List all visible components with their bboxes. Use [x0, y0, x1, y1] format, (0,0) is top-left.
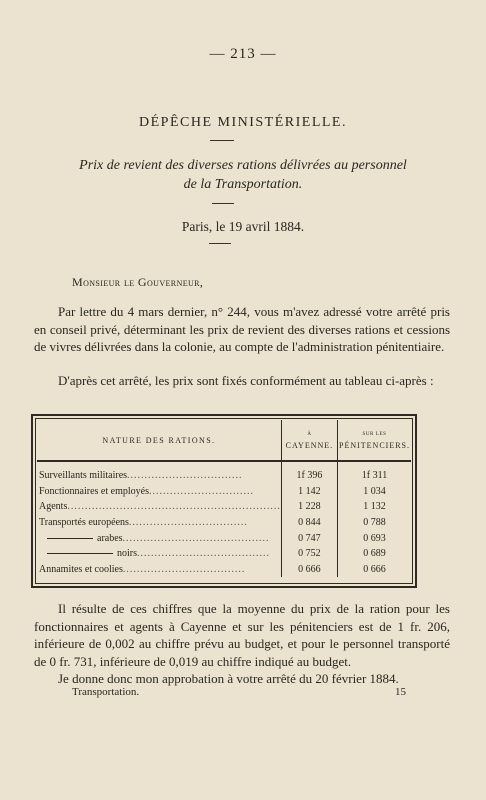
dateline-rule	[209, 243, 231, 244]
table-row	[37, 546, 411, 562]
footer-sheet-number: 15	[395, 686, 406, 698]
paragraph-3-text: Il résulte de ces chiffres que la moyenne du prix de la ration pour les fonctionnaires et agents à Cayenne et sur les pénitenciers est de 1 fr. 206, inférieure de 0,002 au chiffre prévu au budget, et pour le personnel transporté de 0 fr. 731, inférieure de 0,019 au chiffre indiqué au budget.	[34, 601, 450, 669]
rations-table	[37, 420, 411, 577]
paragraph-4-block	[34, 670, 450, 688]
leader-dots: .............................................................	[67, 501, 281, 513]
row-label	[37, 562, 281, 578]
table-row	[37, 499, 411, 515]
row-label-text: Surveillants militaires	[39, 470, 128, 482]
row-label	[37, 530, 281, 546]
ditto-dash	[47, 538, 93, 539]
ditto-dash	[47, 553, 113, 554]
row-label	[37, 499, 281, 515]
row-label-text: Agents	[39, 501, 68, 513]
heading-rule	[210, 140, 234, 141]
row-label-text: Annamites et coolies	[39, 563, 123, 575]
header-nature: NATURE DES RATIONS.	[37, 420, 281, 461]
cell-penitenciers: 1 034	[338, 484, 412, 500]
cell-cayenne: 1f 396	[281, 461, 337, 484]
page-number: — 213 —	[209, 46, 277, 62]
rations-table-frame	[31, 414, 417, 588]
cell-cayenne: 0 752	[281, 546, 337, 562]
subtitle-line-1: Prix de revient des diverses rations délivrées au personnel	[79, 158, 407, 173]
paragraph-1-text: Par lettre du 4 mars dernier, n° 244, vous m'avez adressé votre arrêté pris en conseil privé, déterminant les prix de revient des diverses rations et cessions de vivres délivrées dans la colonie, au compte de l'administration pénitentiaire.	[34, 304, 450, 354]
cell-cayenne: 1 228	[281, 499, 337, 515]
paragraph-3-block	[34, 600, 450, 670]
cell-cayenne: 0 844	[281, 515, 337, 531]
leader-dots: ......................................	[137, 548, 270, 560]
leader-dots: ..........................................	[122, 532, 270, 544]
row-label	[37, 461, 281, 484]
row-label	[37, 515, 281, 531]
table-row	[37, 461, 411, 484]
header-cayenne-label: CAYENNE.	[285, 441, 334, 450]
leader-dots: ...................................	[122, 563, 246, 575]
row-label	[37, 484, 281, 500]
cell-penitenciers: 0 788	[338, 515, 412, 531]
header-penit-small: SUR LES	[362, 432, 387, 437]
row-label-text: noirs	[117, 548, 137, 560]
header-penit-label: PÉNITENCIERS.	[339, 441, 410, 450]
document-heading: DÉPÊCHE MINISTÉRIELLE.	[139, 115, 347, 130]
salutation: Monsieur le Gouverneur,	[72, 275, 204, 289]
subtitle-line-2: de la Transportation.	[183, 177, 303, 192]
header-penitenciers	[338, 420, 412, 461]
document-subtitle	[40, 156, 446, 194]
leader-dots: ..............................	[148, 485, 254, 497]
cell-cayenne: 1 142	[281, 484, 337, 500]
cell-penitenciers: 0 689	[338, 546, 412, 562]
dateline: Paris, le 19 avril 1884.	[181, 219, 305, 234]
paragraph-2	[34, 372, 450, 390]
paragraph-2-text: D'après cet arrêté, les prix sont fixés conformément au tableau ci-après :	[58, 373, 434, 388]
leader-dots: ..................................	[128, 517, 248, 529]
cell-penitenciers: 0 693	[338, 530, 412, 546]
row-label-text: arabes	[97, 532, 123, 544]
subtitle-rule	[212, 203, 234, 204]
cell-penitenciers: 0 666	[338, 562, 412, 578]
row-label	[37, 546, 281, 562]
cell-penitenciers: 1f 311	[338, 461, 412, 484]
row-label-text: Transportés européens	[39, 517, 129, 529]
row-label-text: Fonctionnaires et employés	[39, 485, 149, 497]
paragraph-3	[34, 600, 450, 688]
table-row	[37, 562, 411, 578]
header-cayenne	[281, 420, 337, 461]
table-row	[37, 515, 411, 531]
table-header-row	[37, 420, 411, 461]
table-row	[37, 484, 411, 500]
paragraph-4-text: Je donne donc mon approbation à votre arrêté du 20 février 1884.	[58, 671, 399, 686]
leader-dots: .................................	[127, 470, 243, 482]
cell-penitenciers: 1 132	[338, 499, 412, 515]
cell-cayenne: 0 747	[281, 530, 337, 546]
header-cayenne-small: À	[307, 432, 312, 437]
paragraph-1	[34, 303, 450, 356]
cell-cayenne: 0 666	[281, 562, 337, 578]
footer-signature: Transportation.	[72, 686, 140, 698]
table-row	[37, 530, 411, 546]
